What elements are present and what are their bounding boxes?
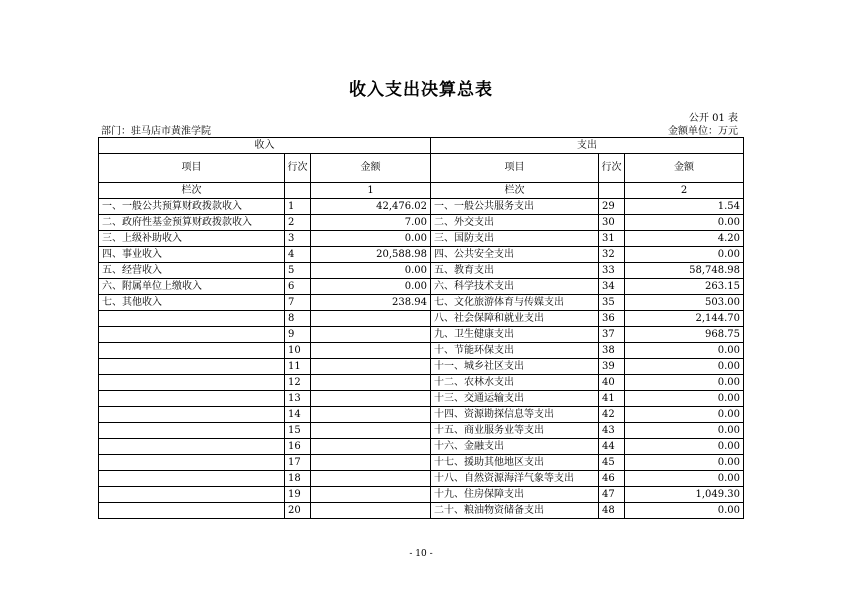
expense-amount-cell: 0.00 (625, 407, 744, 423)
expense-amount-cell: 0.00 (625, 391, 744, 407)
expense-amount-cell: 968.75 (625, 327, 744, 343)
income-amount-cell: 0.00 (311, 231, 431, 247)
expense-amount-cell: 0.00 (625, 471, 744, 487)
income-item-cell (99, 359, 285, 375)
expense-amount-cell: 0.00 (625, 503, 744, 519)
table-row (99, 199, 744, 215)
income-item-cell (99, 391, 285, 407)
income-item-cell (99, 375, 285, 391)
expense-amount-header: 金额 (625, 154, 744, 183)
expense-item-cell: 四、公共安全支出 (431, 247, 599, 263)
table-row (99, 263, 744, 279)
income-amount-cell (311, 359, 431, 375)
expense-item-cell: 十二、农林水支出 (431, 375, 599, 391)
expense-amount-cell: 0.00 (625, 423, 744, 439)
income-item-cell (99, 439, 285, 455)
expense-amount-cell: 4.20 (625, 231, 744, 247)
expense-item-cell: 十五、商业服务业等支出 (431, 423, 599, 439)
expense-item-cell: 三、国防支出 (431, 231, 599, 247)
income-column-label: 栏次 (99, 183, 285, 199)
expense-row-number-cell: 43 (599, 423, 625, 439)
income-amount-header: 金额 (311, 154, 431, 183)
expense-section-header: 支出 (431, 138, 744, 154)
table-row (99, 295, 744, 311)
expense-item-cell: 二十、粮油物资储备支出 (431, 503, 599, 519)
expense-row-number-cell: 34 (599, 279, 625, 295)
income-item-cell (99, 423, 285, 439)
income-item-cell (99, 327, 285, 343)
expense-row-number-cell: 37 (599, 327, 625, 343)
table-row (99, 503, 744, 519)
income-row-number-cell: 3 (285, 231, 311, 247)
expense-amount-cell: 0.00 (625, 455, 744, 471)
table-row (99, 359, 744, 375)
column-index-row (99, 183, 744, 199)
income-amount-cell (311, 471, 431, 487)
income-item-cell: 二、政府性基金预算财政拨款收入 (99, 215, 285, 231)
expense-item-cell: 十四、资源勘探信息等支出 (431, 407, 599, 423)
expense-column-index: 2 (625, 183, 744, 199)
expense-column-label: 栏次 (431, 183, 599, 199)
expense-amount-cell: 58,748.98 (625, 263, 744, 279)
expense-item-cell: 十八、自然资源海洋气象等支出 (431, 471, 599, 487)
expense-row-number-cell: 42 (599, 407, 625, 423)
expense-row-number-cell: 29 (599, 199, 625, 215)
expense-row-number-cell: 38 (599, 343, 625, 359)
income-row-number-cell: 20 (285, 503, 311, 519)
income-item-cell (99, 407, 285, 423)
section-header-row (99, 138, 744, 154)
expense-row-number-cell: 36 (599, 311, 625, 327)
table-row (99, 247, 744, 263)
income-row-number-cell: 4 (285, 247, 311, 263)
income-row-number-cell: 11 (285, 359, 311, 375)
income-row-number-cell: 16 (285, 439, 311, 455)
income-amount-cell (311, 455, 431, 471)
expense-row-number-cell: 39 (599, 359, 625, 375)
expense-item-cell: 十、节能环保支出 (431, 343, 599, 359)
table-row (99, 407, 744, 423)
table-row (99, 439, 744, 455)
amount-unit-label: 金额单位：万元 (668, 126, 738, 137)
income-item-cell: 一、一般公共预算财政拨款收入 (99, 199, 285, 215)
table-row (99, 327, 744, 343)
table-row (99, 423, 744, 439)
income-section-header: 收入 (99, 138, 431, 154)
expense-item-cell: 六、科学技术支出 (431, 279, 599, 295)
income-row-number-cell: 7 (285, 295, 311, 311)
income-amount-cell: 42,476.02 (311, 199, 431, 215)
expense-item-cell: 七、文化旅游体育与传媒支出 (431, 295, 599, 311)
expense-item-header: 项目 (431, 154, 599, 183)
table-row (99, 391, 744, 407)
income-item-cell (99, 503, 285, 519)
income-amount-cell (311, 423, 431, 439)
income-amount-cell: 7.00 (311, 215, 431, 231)
income-row-number-cell: 2 (285, 215, 311, 231)
income-amount-cell: 238.94 (311, 295, 431, 311)
expense-item-cell: 一、一般公共服务支出 (431, 199, 599, 215)
income-item-cell: 四、事业收入 (99, 247, 285, 263)
income-row-number-cell: 1 (285, 199, 311, 215)
income-amount-cell: 0.00 (311, 279, 431, 295)
income-item-cell: 七、其他收入 (99, 295, 285, 311)
column-header-row (99, 154, 744, 183)
expense-amount-cell: 0.00 (625, 439, 744, 455)
expense-amount-cell: 1,049.30 (625, 487, 744, 503)
expense-row-number-cell: 48 (599, 503, 625, 519)
income-row-number-cell: 17 (285, 455, 311, 471)
income-item-cell (99, 311, 285, 327)
income-item-cell: 三、上级补助收入 (99, 231, 285, 247)
expense-row-number-cell: 35 (599, 295, 625, 311)
income-row-number-cell: 6 (285, 279, 311, 295)
income-amount-cell: 0.00 (311, 263, 431, 279)
expense-amount-cell: 2,144.70 (625, 311, 744, 327)
expense-row-number-cell: 41 (599, 391, 625, 407)
income-item-cell (99, 343, 285, 359)
income-row-number-cell: 18 (285, 471, 311, 487)
income-column-index-blank (285, 183, 311, 199)
income-row-number-cell: 14 (285, 407, 311, 423)
expense-amount-cell: 0.00 (625, 247, 744, 263)
table-row (99, 343, 744, 359)
expense-item-cell: 十六、金融支出 (431, 439, 599, 455)
income-row-number-cell: 19 (285, 487, 311, 503)
income-amount-cell: 20,588.98 (311, 247, 431, 263)
expense-row-number-cell: 44 (599, 439, 625, 455)
expense-item-cell: 十七、援助其他地区支出 (431, 455, 599, 471)
income-item-cell (99, 471, 285, 487)
expense-row-number-cell: 30 (599, 215, 625, 231)
income-column-index: 1 (311, 183, 431, 199)
income-row-number-cell: 15 (285, 423, 311, 439)
expense-row-number-cell: 45 (599, 455, 625, 471)
income-row-number-cell: 13 (285, 391, 311, 407)
income-amount-cell (311, 343, 431, 359)
expense-item-cell: 十三、交通运输支出 (431, 391, 599, 407)
expense-amount-cell: 0.00 (625, 359, 744, 375)
expense-amount-cell: 0.00 (625, 375, 744, 391)
income-expense-table (98, 137, 744, 519)
income-item-cell: 五、经营收入 (99, 263, 285, 279)
income-amount-cell (311, 327, 431, 343)
expense-amount-cell: 1.54 (625, 199, 744, 215)
table-row (99, 231, 744, 247)
expense-item-cell: 九、卫生健康支出 (431, 327, 599, 343)
expense-item-cell: 十一、城乡社区支出 (431, 359, 599, 375)
income-amount-cell (311, 391, 431, 407)
income-amount-cell (311, 311, 431, 327)
expense-row-number-cell: 40 (599, 375, 625, 391)
table-row (99, 375, 744, 391)
income-amount-cell (311, 503, 431, 519)
expense-row-number-cell: 33 (599, 263, 625, 279)
table-row (99, 487, 744, 503)
income-row-number-cell: 5 (285, 263, 311, 279)
expense-amount-cell: 0.00 (625, 343, 744, 359)
expense-item-cell: 八、社会保障和就业支出 (431, 311, 599, 327)
expense-row-number-cell: 32 (599, 247, 625, 263)
income-amount-cell (311, 487, 431, 503)
expense-amount-cell: 503.00 (625, 295, 744, 311)
expense-row-number-cell: 47 (599, 487, 625, 503)
expense-row-header: 行次 (599, 154, 625, 183)
form-number: 公开 01 表 (688, 113, 738, 124)
page-number: - 10 - (409, 549, 433, 559)
table-row (99, 455, 744, 471)
income-amount-cell (311, 439, 431, 455)
expense-amount-cell: 0.00 (625, 215, 744, 231)
income-amount-cell (311, 407, 431, 423)
income-item-cell: 六、附属单位上缴收入 (99, 279, 285, 295)
expense-column-index-blank (599, 183, 625, 199)
expense-row-number-cell: 31 (599, 231, 625, 247)
income-row-number-cell: 9 (285, 327, 311, 343)
page-title: 收入支出决算总表 (349, 80, 493, 100)
income-item-cell (99, 487, 285, 503)
income-item-cell (99, 455, 285, 471)
income-row-number-cell: 10 (285, 343, 311, 359)
table-row (99, 471, 744, 487)
expense-row-number-cell: 46 (599, 471, 625, 487)
department-label: 部门：驻马店市黄淮学院 (101, 126, 211, 137)
table-row (99, 311, 744, 327)
table-row (99, 279, 744, 295)
expense-item-cell: 二、外交支出 (431, 215, 599, 231)
expense-amount-cell: 263.15 (625, 279, 744, 295)
income-row-number-cell: 12 (285, 375, 311, 391)
income-item-header: 项目 (99, 154, 285, 183)
expense-item-cell: 十九、住房保障支出 (431, 487, 599, 503)
income-row-number-cell: 8 (285, 311, 311, 327)
expense-item-cell: 五、教育支出 (431, 263, 599, 279)
income-row-header: 行次 (285, 154, 311, 183)
table-row (99, 215, 744, 231)
income-amount-cell (311, 375, 431, 391)
